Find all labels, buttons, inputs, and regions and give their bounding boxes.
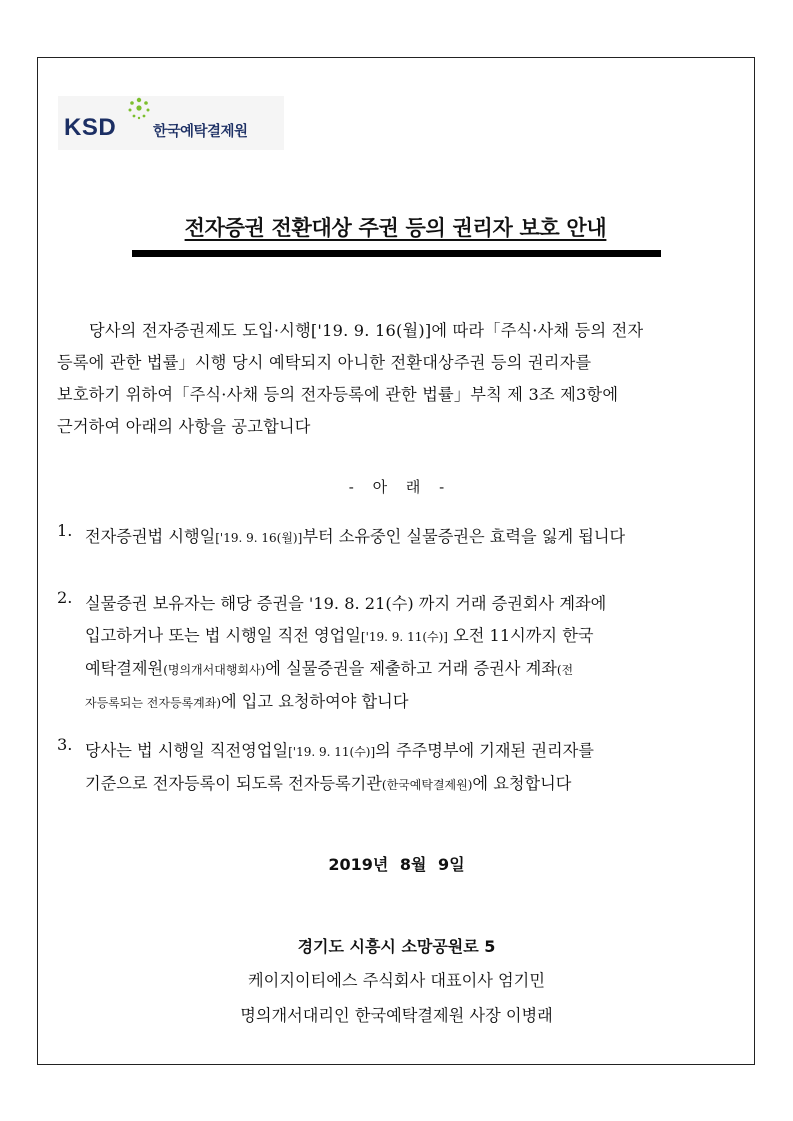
item-text: 기준으로 전자등록이 되도록 전자등록기관	[85, 774, 382, 793]
item-text: 전자증권법 시행일	[85, 527, 216, 546]
sparkle-icon	[126, 96, 152, 122]
ksd-logo	[58, 96, 284, 150]
item-text: 의 주주명부에 기재된 권리자를	[375, 741, 594, 760]
item-text: 에 요청합니다	[472, 774, 572, 793]
item-text: 오전 11시까지 한국	[447, 626, 594, 645]
item-small-text: (전	[556, 663, 574, 677]
item-small-text: ['19. 9. 11(수)]	[360, 630, 448, 644]
title-underline-bar	[132, 250, 661, 257]
intro-line: 당사의 전자증권제도 도입·시행['19. 9. 16(월)]에 따라「주식·사채 등의 전자	[89, 321, 644, 340]
agent-signature: 명의개서대리인 한국예탁결제원 사장 이병래	[240, 1006, 553, 1025]
notice-date: 2019년 8월 9일	[328, 855, 465, 874]
separator-label: - 아 래 -	[348, 478, 445, 496]
company-address: 경기도 시흥시 소망공원로 5	[297, 937, 496, 956]
item-number: 2.	[57, 588, 73, 607]
item-text: 실물증권 보유자는 해당 증권을 '19. 8. 21(수) 까지 거래 증권회사 계좌에	[85, 594, 607, 613]
item-text: 입고하거나 또는 법 시행일 직전 영업일	[85, 626, 361, 645]
page-title: 전자증권 전환대상 주권 등의 권리자 보호 안내	[184, 216, 607, 240]
item-text: 당사는 법 시행일 직전영업일	[85, 741, 289, 760]
intro-line: 근거하여 아래의 사항을 공고합니다	[57, 417, 311, 436]
document-border	[37, 57, 755, 1065]
company-signature: 케이지이티에스 주식회사 대표이사 엄기민	[248, 971, 545, 990]
item-number: 1.	[57, 521, 73, 540]
item-text: 에 입고 요청하여야 합니다	[221, 692, 409, 711]
item-text: 에 실물증권을 제출하고 거래 증권사 계좌	[265, 659, 557, 678]
logo-org-name: 한국예탁결제원	[153, 124, 248, 140]
item-small-text: 자등록되는 전자등록계좌)	[85, 696, 222, 710]
intro-line: 보호하기 위하여「주식·사채 등의 전자등록에 관한 법률」부칙 제 3조 제3항에	[57, 385, 619, 404]
item-small-text: (한국예탁결제원)	[381, 778, 473, 792]
item-text: 부터 소유중인 실물증권은 효력을 잃게 됩니다	[302, 527, 626, 546]
logo-brand: KSD	[64, 114, 117, 141]
item-text: 예탁결제원	[85, 659, 164, 678]
item-small-text: ['19. 9. 16(월)]	[215, 531, 303, 545]
item-small-text: (명의개서대행회사)	[163, 663, 266, 677]
item-number: 3.	[57, 735, 73, 754]
item-small-text: ['19. 9. 11(수)]	[288, 745, 376, 759]
intro-line: 등록에 관한 법률」시행 당시 예탁되지 아니한 전환대상주권 등의 권리자를	[57, 353, 592, 372]
intro-paragraph	[57, 315, 737, 443]
